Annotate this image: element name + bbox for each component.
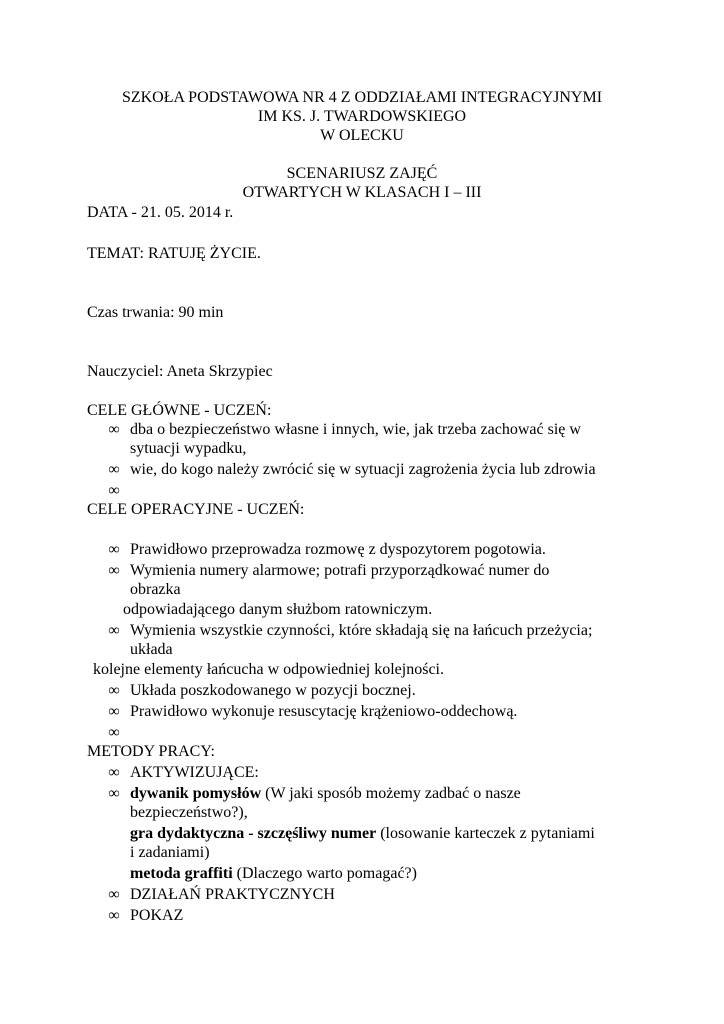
scenario-title-line1: SCENARIUSZ ZAJĘĆ xyxy=(286,165,438,182)
infinity-bullet-icon: ∞ xyxy=(108,785,120,802)
lesson-topic: TEMAT: RATUJĘ ŻYCIE. xyxy=(87,245,261,262)
method-graffiti xyxy=(130,864,417,883)
infinity-bullet-icon: ∞ xyxy=(108,682,120,699)
main-goal-2: wie, do kogo należy zwrócić się w sytuacji zagrożenia życia lub zdrowia xyxy=(130,461,596,478)
operational-goal-5: Prawidłowo wykonuje resuscytację krążeniowo-oddechową. xyxy=(130,703,518,720)
operational-goal-1: Prawidłowo przeprowadza rozmowę z dyspozytorem pogotowia. xyxy=(130,541,546,558)
infinity-bullet-icon: ∞ xyxy=(108,421,120,438)
operational-goal-2-line1: Wymienia numery alarmowe; potrafi przyporządkować numer do xyxy=(130,562,550,579)
infinity-bullet-icon: ∞ xyxy=(108,764,120,781)
infinity-bullet-icon: ∞ xyxy=(108,622,120,639)
methods-heading: METODY PRACY: xyxy=(87,743,215,760)
school-name-line2: IM KS. J. TWARDOWSKIEGO xyxy=(257,108,467,125)
method-graffiti-desc: (Dlaczego warto pomagać?) xyxy=(232,865,417,882)
operational-goal-2-line2: obrazka xyxy=(130,581,181,598)
method-practical: DZIAŁAŃ PRAKTYCZNYCH xyxy=(130,886,335,903)
scenario-title-line2: OTWARTYCH W KLASACH I – III xyxy=(242,184,482,201)
method-ideas-rug-name: dywanik pomysłów xyxy=(130,785,262,802)
main-goal-1-line2: sytuacji wypadku, xyxy=(130,440,247,457)
infinity-bullet-icon: ∞ xyxy=(108,482,120,499)
infinity-bullet-icon: ∞ xyxy=(108,541,120,558)
lesson-duration: Czas trwania: 90 min xyxy=(87,304,224,321)
infinity-bullet-icon: ∞ xyxy=(108,886,120,903)
infinity-bullet-icon: ∞ xyxy=(108,461,120,478)
method-ideas-rug xyxy=(130,784,521,803)
infinity-bullet-icon: ∞ xyxy=(108,703,120,720)
method-didactic-game-name: gra dydaktyczna - szczęśliwy numer xyxy=(130,825,377,842)
method-activating: AKTYWIZUJĄCE: xyxy=(130,764,259,781)
lesson-date: DATA - 21. 05. 2014 r. xyxy=(87,204,234,221)
operational-goal-4: Układa poszkodowanego w pozycji bocznej. xyxy=(130,682,416,699)
method-ideas-rug-desc: (W jaki sposób możemy zadbać o nasze xyxy=(261,785,521,802)
infinity-bullet-icon: ∞ xyxy=(108,907,120,924)
main-goal-1-line1: dba o bezpieczeństwo własne i innych, wie, jak trzeba zachować się w xyxy=(130,421,581,438)
operational-goal-2-line3: odpowiadającego danym służbom ratowniczym. xyxy=(123,601,433,618)
infinity-bullet-icon: ∞ xyxy=(108,724,120,741)
school-name-line1: SZKOŁA PODSTAWOWA NR 4 Z ODDZIAŁAMI INTEGRACYJNYMI xyxy=(121,89,603,106)
operational-goals-heading: CELE OPERACYJNE - UCZEŃ: xyxy=(87,501,305,518)
main-goals-heading: CELE GŁÓWNE - UCZEŃ: xyxy=(87,402,272,419)
method-demonstration: POKAZ xyxy=(130,907,184,924)
school-name-line3: W OLECKU xyxy=(320,127,404,144)
operational-goal-3-line1: Wymienia wszystkie czynności, które składają się na łańcuch przeżycia; xyxy=(130,622,593,639)
operational-goal-3-line3: kolejne elementy łańcucha w odpowiedniej kolejności. xyxy=(93,661,444,678)
method-didactic-game-line2: i zadaniami) xyxy=(130,844,210,861)
method-graffiti-name: metoda graffiti xyxy=(130,865,233,882)
infinity-bullet-icon: ∞ xyxy=(108,562,120,579)
operational-goal-3-line2: układa xyxy=(130,641,173,658)
method-didactic-game xyxy=(130,824,595,843)
method-didactic-game-desc: (losowanie karteczek z pytaniami xyxy=(376,825,595,842)
teacher-name: Nauczyciel: Aneta Skrzypiec xyxy=(87,363,273,380)
method-ideas-rug-line2: bezpieczeństwo?), xyxy=(130,804,248,821)
